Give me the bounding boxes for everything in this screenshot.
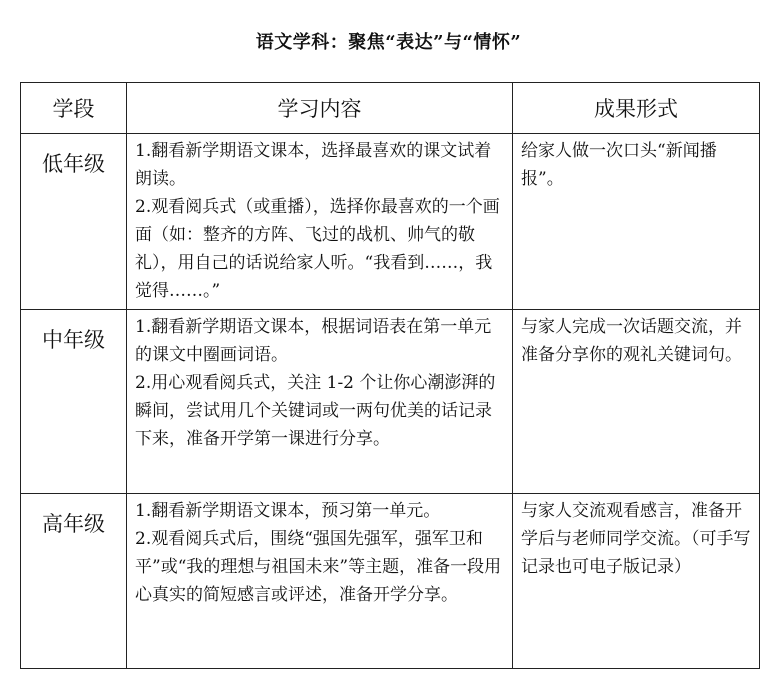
result-text: 与家人完成一次话题交流，并准备分享你的观礼关键词句。 xyxy=(521,317,742,365)
grade-cell: 低年级 xyxy=(21,134,127,310)
study-plan-table xyxy=(20,82,760,669)
result-text: 与家人交流观看感言，准备开学后与老师同学交流。（可手写记录也可电子版记录） xyxy=(521,501,751,577)
document-title: 语文学科：聚焦“表达”与“情怀” xyxy=(255,32,522,53)
table-row-middle-grade xyxy=(21,310,760,494)
result-cell xyxy=(513,134,760,310)
content-text: 1.翻看新学期语文课本，选择最喜欢的课文试着朗读。 2.观看阅兵式（或重播），选择你最喜欢的一个画面（如：整齐的方阵、飞过的战机、帅气的敬礼），用自己的话说给家人听。“我看到……，我觉得……。” xyxy=(135,141,500,301)
header-content: 学习内容 xyxy=(127,83,513,134)
table-header-row xyxy=(21,83,760,134)
result-text: 给家人做一次口头“新闻播报”。 xyxy=(521,141,717,189)
header-result: 成果形式 xyxy=(513,83,760,134)
content-cell xyxy=(127,494,513,669)
result-cell xyxy=(513,494,760,669)
content-cell xyxy=(127,310,513,494)
grade-cell: 中年级 xyxy=(21,310,127,494)
content-text: 1.翻看新学期语文课本，预习第一单元。 2.观看阅兵式后，围绕“强国先强军，强军卫和平”或“我的理想与祖国未来”等主题，准备一段用心真实的简短感言或评述，准备开学分享。 xyxy=(135,501,502,605)
content-cell xyxy=(127,134,513,310)
table-row-high-grade xyxy=(21,494,760,669)
result-cell xyxy=(513,310,760,494)
table-row-low-grade xyxy=(21,134,760,310)
header-grade: 学段 xyxy=(21,83,127,134)
content-text: 1.翻看新学期语文课本，根据词语表在第一单元的课文中圈画词语。 2.用心观看阅兵式，关注 1-2 个让你心潮澎湃的瞬间，尝试用几个关键词或一两句优美的话记录下来，准备开学第一课进行分享。 xyxy=(135,317,496,449)
grade-cell: 高年级 xyxy=(21,494,127,669)
